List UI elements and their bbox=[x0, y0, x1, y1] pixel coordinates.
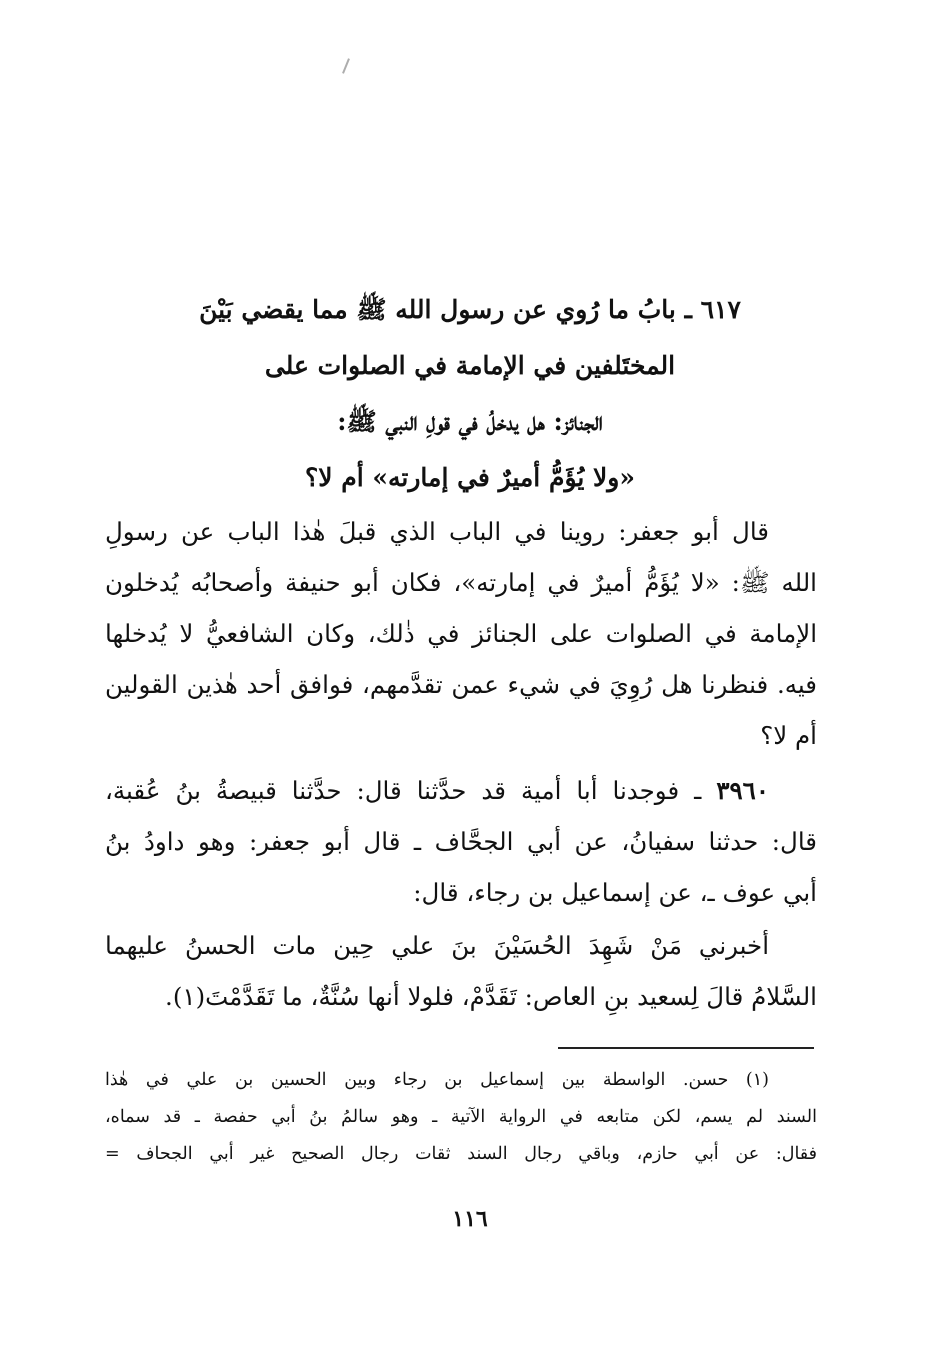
chapter-heading-line: ٦١٧ ـ بابُ ما رُوي عن رسول الله ﷺ مما يقضي بَيْنَ bbox=[199, 295, 741, 324]
chapter-heading-line: المختَلفين في الإمامة في الصلوات على bbox=[264, 351, 676, 380]
paragraph-line: أم لا؟ bbox=[760, 721, 817, 750]
paragraph-line: أخبرني مَنْ شَهِدَ الحُسَيْنَ بنَ علي حِين مات الحسنُ عليهما bbox=[105, 931, 769, 960]
paragraph-line: قال أبو جعفر: روينا في الباب الذي قبلَ هٰذا الباب عن رسولِ bbox=[105, 517, 769, 546]
paragraph-line: قال: حدثنا سفيانُ، عن أبي الجحَّاف ـ قال أبو جعفر: وهو داودُ بنُ bbox=[105, 827, 817, 856]
chapter-heading-line: الجنائز: هل يدخلُ في قولِ النبي ﷺ: bbox=[337, 407, 603, 436]
intro-paragraph bbox=[105, 506, 817, 761]
footnote-line: (١) حسن. الواسطة بين إسماعيل بن رجاء وبين الحسين بن علي في هٰذا bbox=[105, 1070, 769, 1090]
footnote-line: فقال: عن أبي حازم، وباقي رجال السند ثقات رجال الصحيح غير أبي الجحاف = bbox=[105, 1144, 817, 1164]
hadith-number: ٣٩٦٠ bbox=[716, 776, 769, 805]
hadith-chain-paragraph bbox=[105, 765, 817, 918]
paragraph-line: الإمامة في الصلوات على الجنائز في ذٰلك، وكان الشافعيُّ لا يُدخلها bbox=[105, 619, 817, 648]
footnote-divider bbox=[558, 1047, 814, 1049]
paragraph-line: فيه. فنظرنا هل رُوِيَ في شيء عمن تقدَّمهم، فوافق أحد هٰذين القولين bbox=[105, 670, 817, 699]
chapter-heading bbox=[100, 282, 840, 506]
page-number: ١١٦ bbox=[452, 1206, 488, 1232]
stray-pen-mark bbox=[342, 58, 350, 74]
paragraph-line: الله ﷺ: «لا يُؤَمُّ أميرٌ في إمارته»، فكان أبو حنيفة وأصحابُه يُدخلون bbox=[105, 568, 817, 597]
chapter-heading-line: «ولا يُؤَمُّ أميرٌ في إمارته» أم لا؟ bbox=[305, 463, 635, 492]
paragraph-line: السَّلامُ قالَ لِسعيد بنِ العاص: تَقَدَّمْ، فلولا أنها سُنَّةٌ، ما تَقَدَّمْتَ(١). bbox=[165, 982, 817, 1011]
footnotes bbox=[105, 1062, 817, 1173]
paragraph-line: أبي عوف ـ، عن إسماعيل بن رجاء، قال: bbox=[413, 878, 817, 907]
hadith-text-paragraph bbox=[105, 920, 817, 1022]
hadith-chain-text: ـ فوجدنا أبا أمية قد حدَّثنا قال: حدَّثنا قبيصةُ بنُ عُقبة، bbox=[105, 776, 702, 805]
footnote-line: السند لم يسم، لكن متابعه في الرواية الآتية ـ وهو سالمُ بنُ أبي حفصة ـ قد سماه، bbox=[105, 1107, 817, 1127]
paragraph-line bbox=[105, 765, 817, 816]
